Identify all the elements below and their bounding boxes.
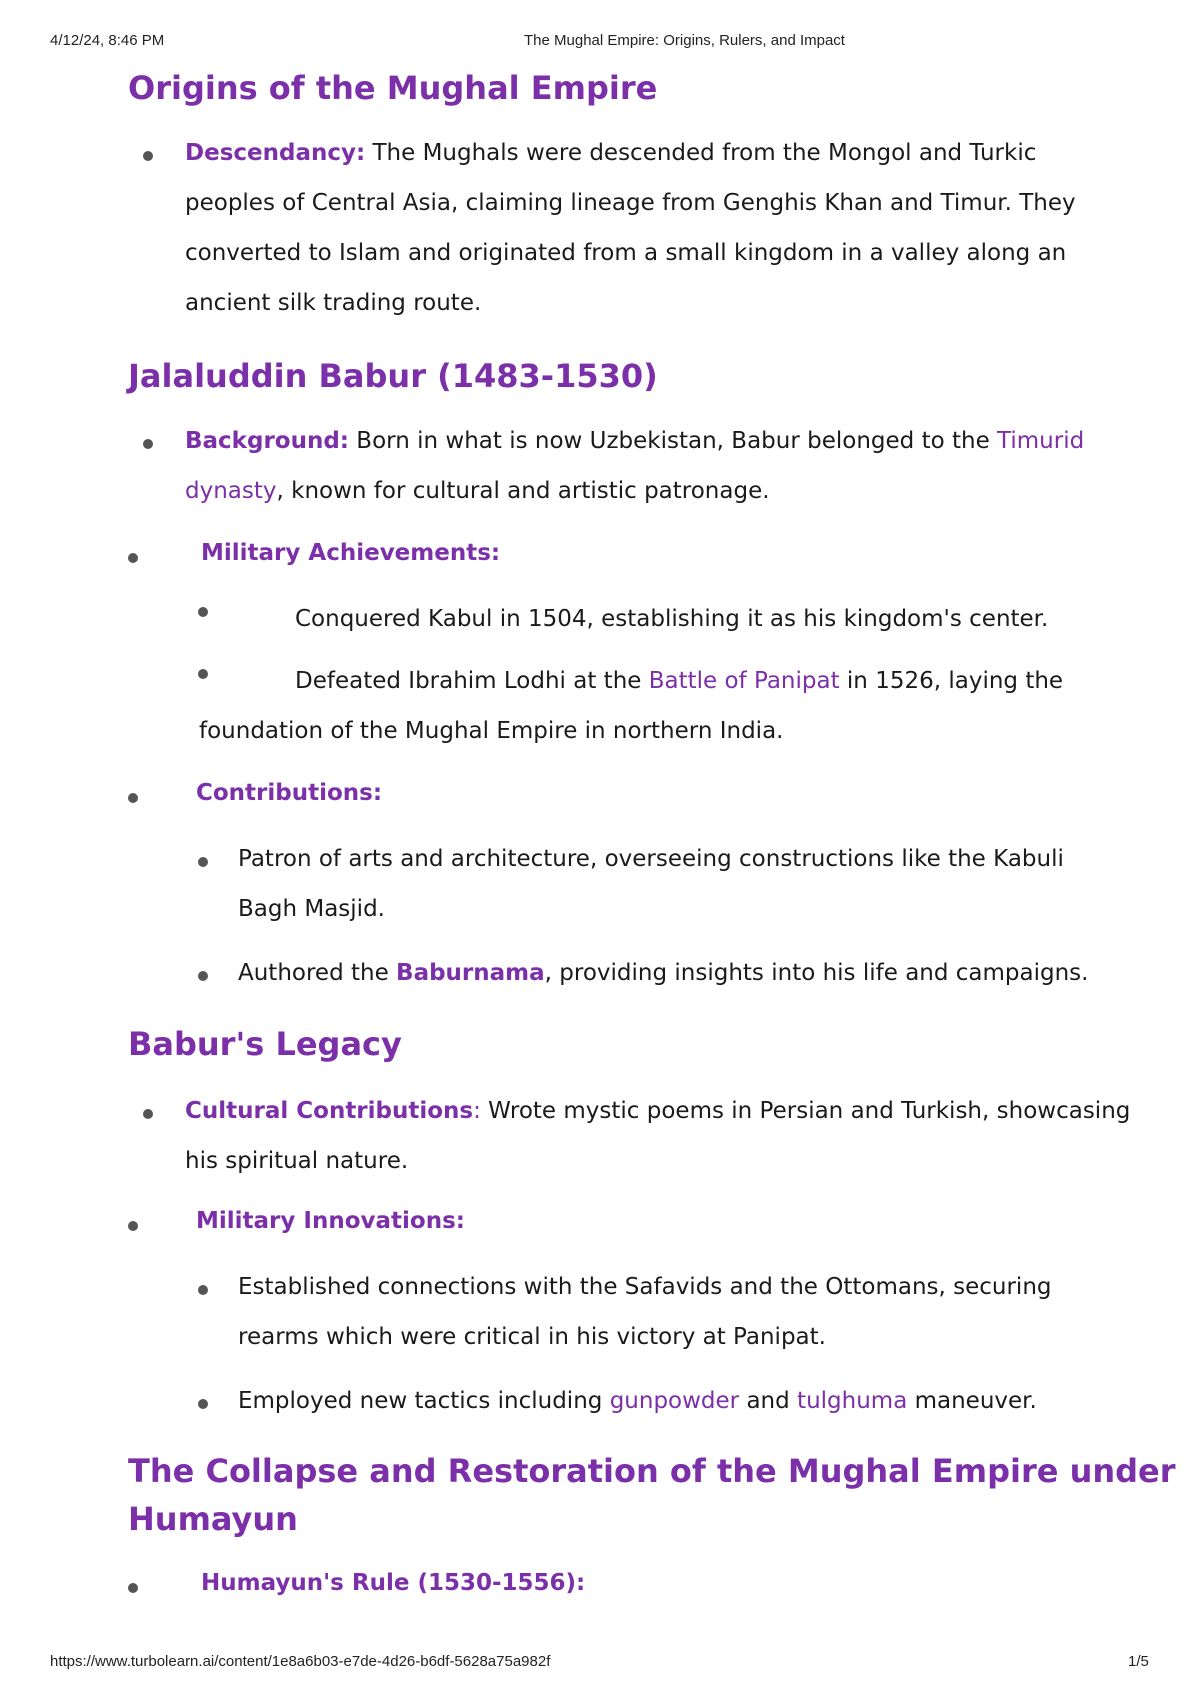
background-line-2: dynasty, known for cultural and artistic patronage.: [185, 478, 770, 504]
bullet-icon: [143, 1109, 153, 1119]
bullet-icon: [198, 1399, 208, 1409]
section-heading-legacy: Babur's Legacy: [128, 1025, 402, 1063]
military-item-panipat-line-2: foundation of the Mughal Empire in northern India.: [199, 718, 784, 744]
timurid-link[interactable]: Timurid: [997, 428, 1085, 454]
contribution-item-arts-line-2: Bagh Masjid.: [238, 896, 385, 922]
bullet-icon: [128, 1583, 138, 1593]
baburnama-link[interactable]: Baburnama: [396, 960, 545, 986]
header-title: The Mughal Empire: Origins, Rulers, and Impact: [524, 32, 845, 49]
section-heading-babur: Jalaluddin Babur (1483-1530): [128, 357, 658, 395]
contribution-item-baburnama: Authored the Baburnama, providing insights into his life and campaigns.: [238, 960, 1089, 986]
innovation-item-connections-line-2: rearms which were critical in his victory at Panipat.: [238, 1324, 826, 1350]
descendancy-line-2: peoples of Central Asia, claiming lineage from Genghis Khan and Timur. They: [185, 190, 1076, 216]
bullet-icon: [198, 1285, 208, 1295]
military-item-panipat-line-1: Defeated Ibrahim Lodhi at the Battle of Panipat in 1526, laying the: [295, 668, 1064, 694]
bullet-icon: [198, 607, 208, 617]
bullet-icon: [198, 971, 208, 981]
bullet-icon: [128, 793, 138, 803]
header-datetime: 4/12/24, 8:46 PM: [50, 32, 165, 49]
bullet-icon: [128, 553, 138, 563]
bullet-icon: [198, 857, 208, 867]
cultural-contributions-line-2: his spiritual nature.: [185, 1148, 409, 1174]
contribution-item-arts-line-1: Patron of arts and architecture, overseeing constructions like the Kabuli: [238, 846, 1064, 872]
descendancy-line-3: converted to Islam and originated from a small kingdom in a valley along an: [185, 240, 1067, 266]
bullet-icon: [143, 439, 153, 449]
section-heading-humayun-line-2: Humayun: [128, 1500, 298, 1538]
military-achievements-label: Military Achievements:: [201, 540, 501, 566]
military-innovations-label: Military Innovations:: [196, 1208, 465, 1234]
bullet-icon: [198, 669, 208, 679]
bullet-icon: [128, 1221, 138, 1231]
dynasty-link[interactable]: dynasty: [185, 478, 277, 504]
humayuns-rule-label: Humayun's Rule (1530-1556):: [201, 1570, 586, 1596]
contributions-label: Contributions:: [196, 780, 383, 806]
innovation-item-tactics: Employed new tactics including gunpowder and tulghuma maneuver.: [238, 1388, 1037, 1414]
descendancy-line-4: ancient silk trading route.: [185, 290, 482, 316]
descendancy-label: Descendancy:: [185, 140, 366, 166]
tulghuma-link[interactable]: tulghuma: [797, 1388, 908, 1414]
bullet-icon: [143, 151, 153, 161]
innovation-item-connections-line-1: Established connections with the Safavids and the Ottomans, securing: [238, 1274, 1052, 1300]
battle-of-panipat-link[interactable]: Battle of Panipat: [648, 668, 840, 694]
background-label: Background:: [185, 428, 349, 454]
military-item-kabul: Conquered Kabul in 1504, establishing it as his kingdom's center.: [295, 606, 1049, 632]
footer-page-number: 1/5: [1128, 1653, 1149, 1670]
footer-url[interactable]: https://www.turbolearn.ai/content/1e8a6b03-e7de-4d26-b6df-5628a75a982f: [50, 1653, 551, 1670]
cultural-contributions-line-1: Cultural Contributions: Wrote mystic poems in Persian and Turkish, showcasing: [185, 1098, 1131, 1124]
section-heading-humayun-line-1: The Collapse and Restoration of the Mughal Empire under: [128, 1452, 1176, 1490]
section-heading-origins: Origins of the Mughal Empire: [128, 69, 658, 107]
descendancy-line-1: Descendancy: The Mughals were descended from the Mongol and Turkic: [185, 140, 1037, 166]
gunpowder-link[interactable]: gunpowder: [609, 1388, 740, 1414]
background-line-1: Background: Born in what is now Uzbekistan, Babur belonged to the Timurid: [185, 428, 1085, 454]
cultural-contributions-label: Cultural Contributions: [185, 1098, 474, 1124]
